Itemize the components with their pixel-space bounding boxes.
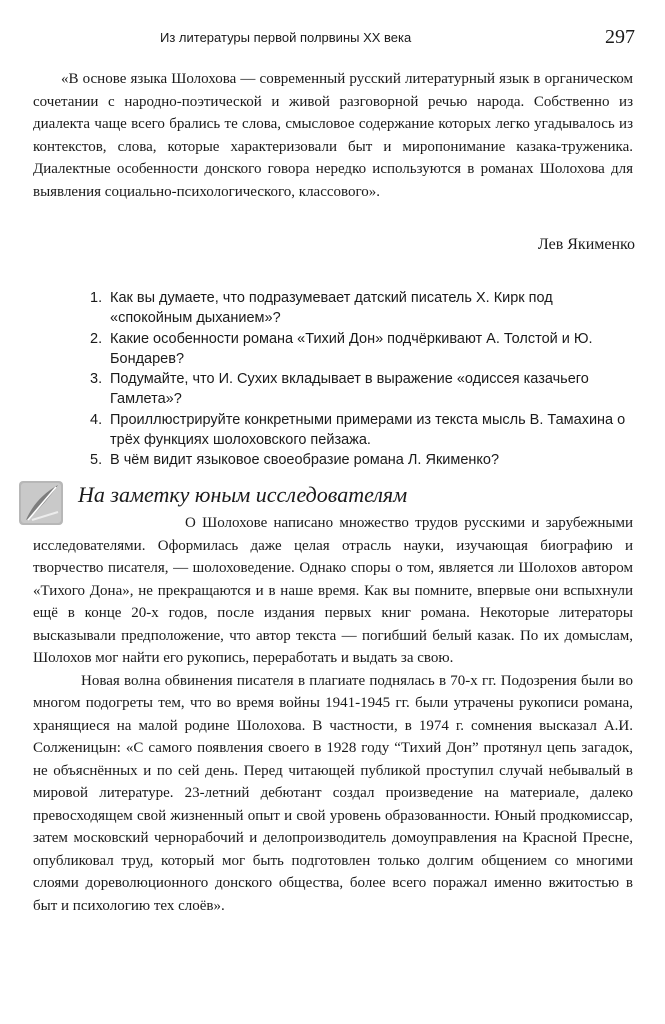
question-text: Проиллюстрируйте конкретными примерами из текста мысль В. Тамахина о трёх функциях шолоховского пейзажа. [110, 411, 626, 449]
question-item [90, 369, 630, 410]
question-number: 3. [90, 371, 103, 388]
question-text: Какие особенности романа «Тихий Дон» подчёркивают А. Толстой и Ю. Бондарев? [110, 330, 593, 367]
question-item [90, 288, 630, 329]
quote-paragraph: «В основе языка Шолохова — современный русский литературный язык в органическом сочетании с народно-поэтической и живой разговорной речью народа. Собственно из диалекта чаще всего брались те слова, смысловое содержание которых легко угадывалось из контекстов, слова, которые характеризовали быт и миропонимание казака-труженика. Диалектные особенности донского говора нередко используются в романах Шолохова для выявления социально-психологического, классового». [33, 71, 633, 200]
question-item [90, 450, 630, 470]
running-title: Из литературы первой полрвины XX века [160, 30, 412, 45]
question-text: В чём видит языковое своеобразие романа Л. Якименко? [110, 452, 500, 469]
question-number: 2. [90, 330, 103, 347]
question-number: 1. [90, 290, 103, 306]
page-number: 297 [605, 26, 635, 48]
question-item [90, 329, 630, 370]
section-title: На заметку юным исследователям [78, 482, 408, 507]
research-paragraph-2: Новая волна обвинения писателя в плагиате поднялась в 70-х гг. Подозрения были во многом подогреты тем, что во время войны 1941-1945 гг. были утрачены рукописи романа, хранящиеся на малой родине Шолохова. В частности, в 1974 г. сомнения высказал А.И. Солженицын: «С самого появления своего в 1928 году “Тихий Дон” протянул цепь загадок, не объяснённых и по сей день. Перед читающей публикой проступил случай небывалый в мировой литературе. 23-летний дебютант создал произведение на материале, далеко превосходящем свой жизненный опыт и свой уровень образованности. Юный продкомиссар, затем московский чернорабочий и делопроизводитель домоуправления на Красной Пресне, опубликовал труд, который мог быть подготовлен только долгим общением со многими слоями дореволюционного донского общества, более всего поражал именно вжитостью в быт и психологию тех слоёв». [33, 672, 633, 914]
question-text: Как вы думаете, что подразумевает датский писатель Х. Кирк под «спокойным дыханием»? [110, 290, 553, 327]
question-number: 4. [90, 411, 103, 428]
page-header [0, 28, 665, 52]
question-number: 5. [90, 452, 103, 469]
research-paragraph-1: О Шолохове написано множество трудов русскими и зарубежными исследователями. Оформилась даже целая отрасль науки, изучающая биографию и творчество писателя, — шолоховедение. Однако споры о том, является ли Шолохов автором «Тихого Дона», не прекращаются и в наше время. Как вы помните, впервые они вспыхнули ещё в конце 20-х годов, после издания первых книг романа. Некоторые литераторы высказывали предположение, что автор текста — погибший белый казак. По их домыслам, Шолохов мог найти его рукопись, переработать и выдать за свою. [33, 515, 633, 666]
questions-list [90, 288, 630, 471]
question-item [90, 410, 630, 451]
quote-author: Лев Якименко [537, 236, 635, 253]
question-text: Подумайте, что И. Сухих вкладывает в выражение «одиссея казачьего Гамлета»? [110, 371, 589, 408]
research-section-body [33, 512, 633, 917]
